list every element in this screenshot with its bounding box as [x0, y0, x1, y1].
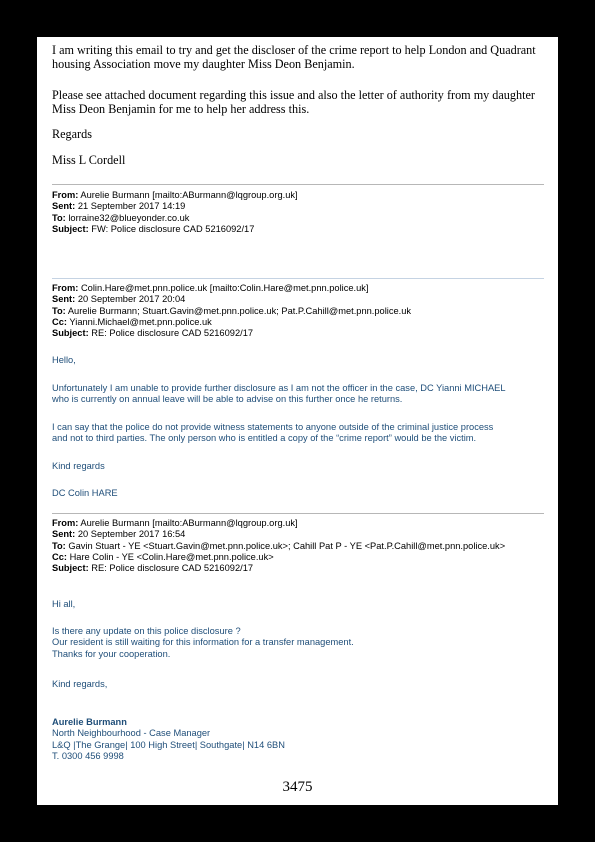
cc-label: Cc:: [52, 551, 67, 562]
email1-sent: 21 September 2017 14:19: [77, 201, 186, 212]
sent-label: Sent:: [52, 294, 76, 305]
email3-cc: Hare Colin - YE <Colin.Hare@met.pnn.police.uk>: [69, 551, 274, 562]
email2-header: [52, 283, 548, 339]
email2-body-1: [52, 383, 548, 406]
body-line: Is there any update on this police disclosure ?: [52, 626, 241, 636]
email2-to: Aurelie Burmann; Stuart.Gavin@met.pnn.police.uk; Pat.P.Cahill@met.pnn.police.uk: [67, 305, 412, 316]
email1-subject: FW: Police disclosure CAD 5216092/17: [91, 223, 255, 234]
subject-label: Subject:: [52, 223, 89, 234]
email2-sent: 20 September 2017 20:04: [77, 294, 186, 305]
intro-line: I am writing this email to try and get the discloser of the crime report to help London and Quadrant: [52, 43, 536, 57]
email3-to: Gavin Stuart - YE <Stuart.Gavin@met.pnn.police.uk>; Cahill Pat P - YE <Pat.P.Cahill@met.pnn.police.uk>: [68, 540, 506, 551]
email3-body: [52, 626, 548, 660]
signature-line: L&Q |The Grange| 100 High Street| Southgate| N14 6BN: [52, 739, 285, 750]
email2-cc: Yianni.Michael@met.pnn.police.uk: [69, 316, 212, 327]
email3-greeting: Hi all,: [52, 599, 76, 609]
body-line: I can say that the police do not provide witness statements to anyone outside of the criminal justice process: [52, 422, 494, 432]
intro-line: housing Association move my daughter Miss Deon Benjamin.: [52, 57, 355, 71]
intro-line: Please see attached document regarding this issue and also the letter of authority from my daughter: [52, 88, 535, 102]
to-label: To:: [52, 212, 66, 223]
subject-label: Subject:: [52, 563, 89, 574]
page-number: 3475: [282, 779, 313, 795]
body-line: and not to third parties. The only person who is entitled a copy of the “crime report” would be the victim.: [52, 433, 477, 444]
intro-regards: Regards: [52, 127, 92, 141]
intro-paragraph-1: [52, 43, 548, 71]
email1-from: Aurelie Burmann [mailto:ABurmann@lqgroup.org.uk]: [80, 190, 298, 200]
email2-subject: RE: Police disclosure CAD 5216092/17: [91, 328, 254, 339]
intro-paragraph-2: [52, 88, 548, 116]
document-page: [37, 37, 558, 805]
body-line: who is currently on annual leave will be able to advise on this further once he returns.: [52, 394, 403, 405]
from-label: From:: [52, 190, 79, 200]
email2-closing: Kind regards: [52, 461, 105, 471]
separator-rule: [52, 513, 544, 514]
email3-closing: Kind regards,: [52, 679, 108, 689]
email3-sent: 20 September 2017 16:54: [77, 529, 186, 540]
subject-label: Subject:: [52, 328, 89, 339]
email2-from: Colin.Hare@met.pnn.police.uk [mailto:Colin.Hare@met.pnn.police.uk]: [80, 283, 369, 293]
body-line: Our resident is still waiting for this information for a transfer management.: [52, 637, 354, 648]
sent-label: Sent:: [52, 201, 76, 212]
email2-signature: DC Colin HARE: [52, 488, 118, 498]
intro-line: Miss Deon Benjamin for me to help her address this.: [52, 102, 310, 116]
email3-header: [52, 518, 548, 574]
email2-body-2: [52, 422, 548, 445]
body-line: Unfortunately I am unable to provide further disclosure as I am not the officer in the case, DC Yianni MICHAEL: [52, 383, 506, 393]
email2-greeting: Hello,: [52, 355, 76, 365]
signature-line: T. 0300 456 9998: [52, 750, 124, 761]
cc-label: Cc:: [52, 316, 67, 327]
separator-rule: [52, 278, 544, 279]
email3-signature-block: [52, 717, 548, 762]
to-label: To:: [52, 305, 66, 316]
to-label: To:: [52, 540, 66, 551]
body-line: Thanks for your cooperation.: [52, 648, 171, 659]
intro-signature: Miss L Cordell: [52, 153, 126, 167]
separator-rule: [52, 184, 544, 185]
signature-name: Aurelie Burmann: [52, 717, 127, 727]
email3-from: Aurelie Burmann [mailto:ABurmann@lqgroup.org.uk]: [80, 518, 298, 528]
email1-header: [52, 190, 548, 235]
sent-label: Sent:: [52, 529, 76, 540]
email1-to: lorraine32@blueyonder.co.uk: [68, 212, 190, 223]
email3-subject: RE: Police disclosure CAD 5216092/17: [91, 563, 254, 574]
from-label: From:: [52, 283, 79, 293]
signature-line: North Neighbourhood - Case Manager: [52, 728, 211, 739]
from-label: From:: [52, 518, 79, 528]
